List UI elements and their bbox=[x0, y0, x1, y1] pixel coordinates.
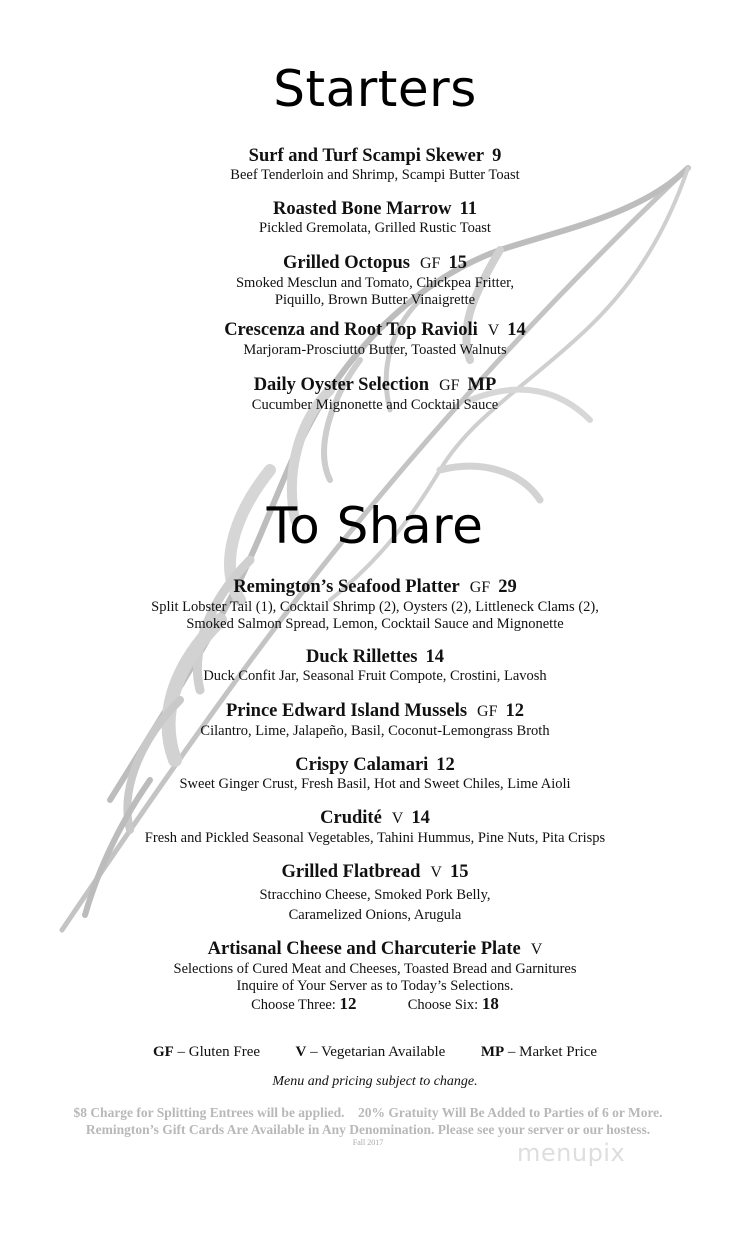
item-description: Cilantro, Lime, Jalapeño, Basil, Coconut-Lemongrass Broth bbox=[200, 723, 550, 739]
fine-print-line: $8 Charge for Splitting Entrees will be applied. 20% Gratuity Will Be Added to Parties of 6 or More. bbox=[73, 1105, 663, 1120]
choose-six-price: 18 bbox=[481, 994, 499, 1013]
menu-item bbox=[0, 145, 750, 184]
item-description: Selections of Cured Meat and Cheeses, Toasted Bread and Garnitures bbox=[173, 961, 577, 977]
item-description: Caramelized Onions, Arugula bbox=[288, 907, 462, 923]
item-price: 9 bbox=[492, 146, 502, 166]
item-price: 14 bbox=[425, 647, 444, 667]
item-tag-gf: GF bbox=[469, 579, 491, 596]
item-description: Smoked Mesclun and Tomato, Chickpea Fritter, bbox=[235, 275, 515, 291]
item-name: Crescenza and Root Top Ravioli bbox=[224, 320, 478, 340]
item-name: Grilled Octopus bbox=[283, 253, 410, 273]
item-price: 12 bbox=[505, 701, 524, 721]
menu-item bbox=[0, 319, 750, 359]
choose-three-label: Choose Three: bbox=[251, 997, 336, 1013]
legend-code: V bbox=[295, 1044, 307, 1060]
menu-item bbox=[0, 198, 750, 237]
item-description: Inquire of Your Server as to Today’s Selections. bbox=[236, 978, 514, 994]
item-price: 12 bbox=[436, 755, 455, 775]
item-price: 14 bbox=[507, 320, 526, 340]
item-tag-gf: GF bbox=[477, 703, 498, 720]
item-description: Pickled Gremolata, Grilled Rustic Toast bbox=[259, 220, 491, 236]
season-label: Fall 2017 bbox=[352, 1138, 384, 1147]
item-price: 11 bbox=[459, 199, 477, 219]
menu-item bbox=[0, 861, 750, 924]
starters-title: Starters bbox=[273, 60, 477, 118]
choose-options bbox=[0, 995, 750, 1014]
item-description: Marjoram-Prosciutto Butter, Toasted Walnuts bbox=[243, 342, 507, 358]
item-price: 15 bbox=[448, 253, 467, 273]
menu-item bbox=[0, 374, 750, 414]
item-price: 29 bbox=[498, 577, 517, 597]
to-share-title: To Share bbox=[266, 497, 484, 555]
dietary-legend bbox=[0, 1044, 750, 1061]
menupix-watermark: menupix bbox=[517, 1139, 626, 1167]
menu-item bbox=[0, 646, 750, 685]
item-description: Beef Tenderloin and Shrimp, Scampi Butter Toast bbox=[230, 167, 520, 183]
legend-code: MP bbox=[480, 1044, 505, 1060]
item-name: Duck Rillettes bbox=[306, 647, 418, 667]
item-name: Remington’s Seafood Platter bbox=[233, 577, 460, 597]
item-tag-gf: GF bbox=[439, 377, 460, 394]
menu-item bbox=[0, 754, 750, 793]
item-name: Crispy Calamari bbox=[295, 755, 429, 775]
item-name: Daily Oyster Selection bbox=[253, 375, 430, 395]
menu-item bbox=[0, 700, 750, 740]
item-tag-v: V bbox=[487, 322, 500, 339]
item-name: Roasted Bone Marrow bbox=[273, 199, 452, 219]
item-tag-v: V bbox=[391, 810, 404, 827]
menu-item bbox=[0, 576, 750, 633]
fine-print-line: Remington’s Gift Cards Are Available in Any Denomination. Please see your server or our hostess. bbox=[85, 1122, 651, 1137]
item-tag-v: V bbox=[530, 941, 543, 958]
item-description: Fresh and Pickled Seasonal Vegetables, Tahini Hummus, Pine Nuts, Pita Crisps bbox=[144, 830, 606, 846]
item-description: Duck Confit Jar, Seasonal Fruit Compote, Crostini, Lavosh bbox=[203, 668, 547, 684]
pricing-note: Menu and pricing subject to change. bbox=[272, 1074, 478, 1089]
item-name: Artisanal Cheese and Charcuterie Plate bbox=[207, 939, 521, 959]
choose-six-label: Choose Six: bbox=[407, 997, 479, 1013]
item-tag-gf: GF bbox=[419, 255, 441, 272]
item-tag-v: V bbox=[430, 864, 442, 881]
item-name: Surf and Turf Scampi Skewer bbox=[248, 146, 485, 166]
legend-meaning: – Gluten Free bbox=[177, 1044, 261, 1060]
choose-three-price: 12 bbox=[339, 994, 357, 1013]
item-price: MP bbox=[467, 375, 497, 395]
legend-meaning: – Vegetarian Available bbox=[310, 1044, 446, 1060]
item-description: Split Lobster Tail (1), Cocktail Shrimp (2), Oysters (2), Littleneck Clams (2), bbox=[151, 599, 599, 615]
item-description: Cucumber Mignonette and Cocktail Sauce bbox=[251, 397, 499, 413]
item-name: Crudité bbox=[320, 808, 382, 828]
item-description: Piquillo, Brown Butter Vinaigrette bbox=[274, 292, 476, 308]
item-description: Stracchino Cheese, Smoked Pork Belly, bbox=[259, 887, 491, 903]
menu-item bbox=[0, 807, 750, 847]
item-price: 15 bbox=[449, 862, 469, 882]
menu-item bbox=[0, 938, 750, 1014]
legend-code: GF bbox=[152, 1044, 174, 1060]
item-name: Prince Edward Island Mussels bbox=[226, 701, 468, 721]
legend-meaning: – Market Price bbox=[507, 1044, 598, 1060]
item-price: 14 bbox=[411, 808, 430, 828]
item-name: Grilled Flatbread bbox=[281, 862, 421, 882]
item-description: Smoked Salmon Spread, Lemon, Cocktail Sauce and Mignonette bbox=[186, 616, 564, 632]
menu-item bbox=[0, 252, 750, 309]
item-description: Sweet Ginger Crust, Fresh Basil, Hot and Sweet Chiles, Lime Aioli bbox=[179, 776, 571, 792]
